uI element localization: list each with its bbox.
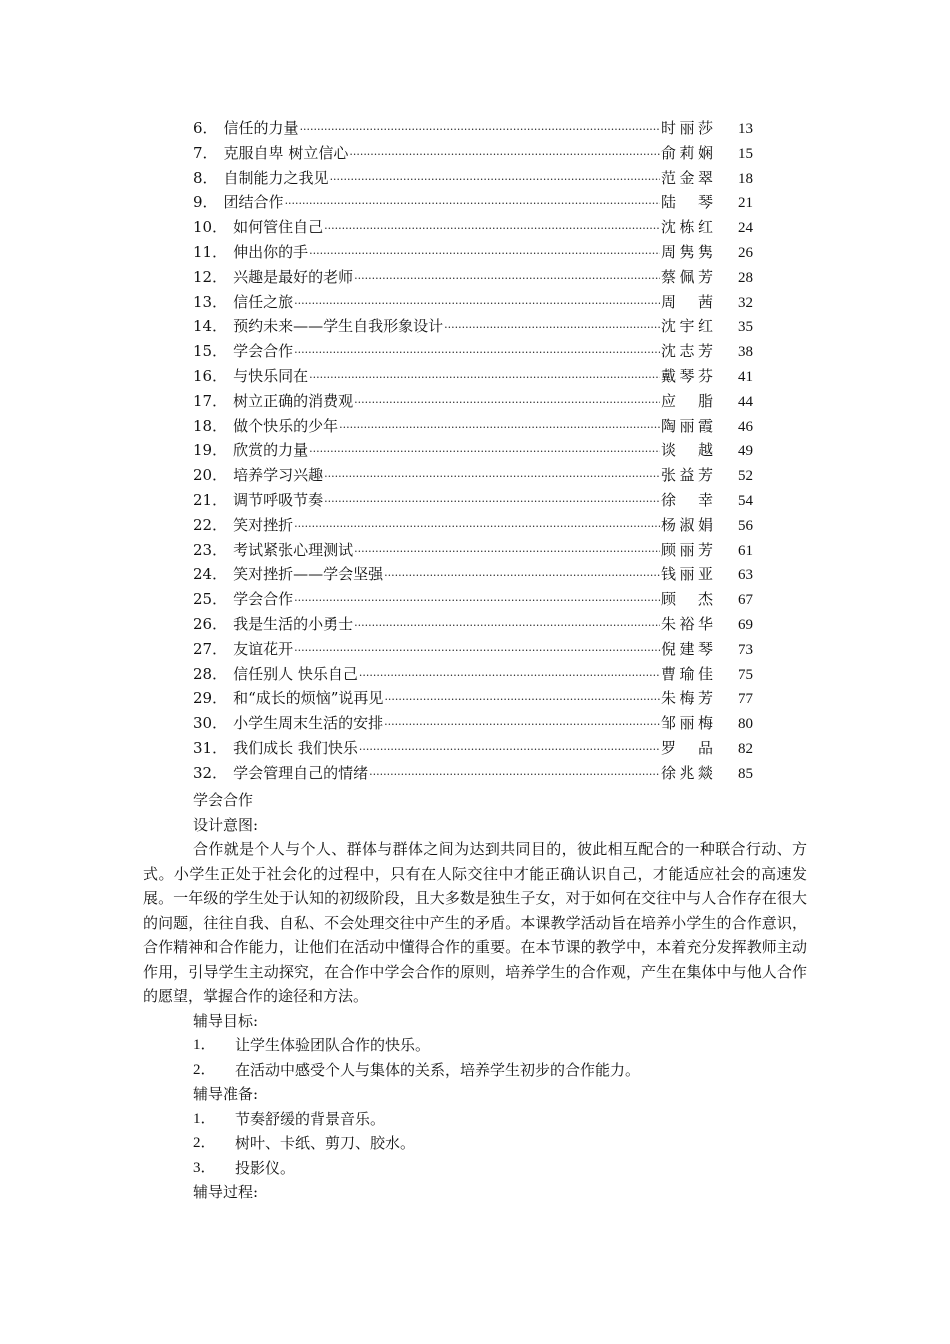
- toc-title: 学会管理自己的情绪: [233, 763, 369, 782]
- toc-number: 17．: [193, 391, 228, 410]
- goal-number: 1．: [193, 1037, 216, 1053]
- toc-title: 培养学习兴趣: [233, 466, 324, 485]
- toc-author: 周 茜: [661, 292, 713, 311]
- toc-author: 朱裕华: [661, 614, 713, 633]
- toc-row: [193, 612, 753, 637]
- toc-leader: [294, 292, 660, 317]
- prep-item: [143, 1131, 807, 1156]
- toc-page: 46: [738, 418, 753, 435]
- toc-leader: [359, 664, 660, 689]
- toc-number: 28．: [193, 664, 228, 683]
- toc-author: 曹瑜佳: [661, 664, 713, 683]
- toc-number: 32．: [193, 763, 228, 782]
- toc-number: 19．: [193, 441, 228, 460]
- toc-author: 沈志芳: [661, 342, 713, 361]
- toc-leader: [300, 118, 660, 143]
- toc-number: 23．: [193, 540, 228, 559]
- toc-row: [193, 116, 753, 141]
- toc-leader: [384, 564, 660, 589]
- toc-title: 信任之旅: [233, 292, 294, 311]
- toc-author: 朱梅芳: [661, 689, 713, 708]
- toc-leader: [294, 589, 660, 614]
- toc-row: [193, 538, 753, 563]
- toc-author: 倪建琴: [661, 639, 713, 658]
- goal-text: 在活动中感受个人与集体的关系，培养学生初步的合作能力。: [235, 1060, 641, 1079]
- toc-number: 13．: [193, 292, 228, 311]
- toc-title: 考试紧张心理测试: [233, 540, 354, 559]
- toc-page: 41: [738, 368, 753, 385]
- toc-number: 27．: [193, 639, 228, 658]
- toc-page: 13: [738, 121, 753, 137]
- goal-item: [143, 1058, 807, 1083]
- toc-author: 陆 琴: [661, 193, 713, 212]
- toc-number: 12．: [193, 267, 228, 286]
- goals-label: 辅导目标:: [193, 1011, 259, 1030]
- toc-page: 54: [738, 492, 753, 509]
- toc-title: 树立正确的消费观: [233, 391, 354, 410]
- toc-number: 29．: [193, 689, 228, 708]
- toc-title: 自制能力之我见: [223, 168, 329, 187]
- toc-title: 信任的力量: [223, 119, 299, 137]
- section-title: 学会合作: [193, 791, 254, 809]
- toc-author: 钱丽亚: [661, 565, 713, 584]
- toc-row: [193, 513, 753, 538]
- toc-title: 笑对挫折——学会坚强: [233, 565, 384, 584]
- toc-leader: [369, 763, 660, 788]
- toc-author: 应 脂: [661, 391, 713, 410]
- toc-row: [193, 414, 753, 439]
- toc-page: 77: [738, 691, 753, 708]
- toc-page: 61: [738, 542, 753, 559]
- toc-leader: [354, 267, 660, 292]
- toc-row: [193, 190, 753, 215]
- toc-row: [193, 265, 753, 290]
- toc-page: 82: [738, 740, 753, 757]
- toc-author: 沈宇红: [661, 317, 713, 336]
- toc-title: 信任别人 快乐自己: [233, 664, 358, 683]
- toc-number: 8．: [193, 168, 218, 187]
- toc-author: 蔡佩芳: [661, 267, 713, 286]
- toc-page: 18: [738, 170, 753, 187]
- toc-number: 9．: [193, 193, 218, 212]
- toc-leader: [330, 168, 660, 193]
- toc-title: 学会合作: [233, 342, 294, 361]
- toc-author: 顾丽芳: [661, 540, 713, 559]
- toc-author: 邹丽梅: [661, 714, 713, 733]
- toc-number: 15．: [193, 342, 228, 361]
- toc-page: 26: [738, 244, 753, 261]
- toc-number: 24．: [193, 565, 228, 584]
- toc-leader: [294, 515, 660, 540]
- toc-leader: [384, 688, 660, 713]
- toc-number: 30．: [193, 714, 228, 733]
- toc-number: 20．: [193, 466, 228, 485]
- toc-title: 友谊花开: [233, 639, 294, 658]
- toc-leader: [285, 192, 660, 217]
- toc-page: 24: [738, 220, 753, 237]
- toc-page: 21: [738, 195, 753, 212]
- toc-row: [193, 562, 753, 587]
- toc-page: 44: [738, 393, 753, 410]
- toc-leader: [354, 391, 660, 416]
- design-intent-paragraph: 合作就是个人与个人、群体与群体之间为达到共同目的，彼此相互配合的一种联合行动、方式。小学生正处于社会化的过程中，只有在人际交往中才能正确认识自己，才能适应社会的高速发展。一年级的学生处于认知的初级阶段，且大多数是独生子女，对于如何在交往中与人合作存在很大的问题，往往自我、自私、不会处理交往中产生的矛盾。本课教学活动旨在培养小学生的合作意识，合作精神和合作能力，让他们在活动中懂得合作的重要。在本节课的教学中，本着充分发挥教师主动作用，引导学生主动探究，在合作中学会合作的原则，培养学生的合作观，产生在集体中与他人合作的愿望，掌握合作的途径和方法。: [143, 840, 807, 1005]
- toc-row: [193, 637, 753, 662]
- preparation-label: 辅导准备:: [193, 1085, 259, 1103]
- toc-page: 67: [738, 592, 753, 609]
- toc-leader: [339, 416, 660, 441]
- toc-author: 徐 幸: [661, 490, 713, 509]
- toc-author: 罗 品: [661, 738, 713, 757]
- toc-title: 我是生活的小勇士: [233, 614, 354, 633]
- lesson-plan: [143, 788, 807, 1205]
- toc-title: 兴趣是最好的老师: [233, 267, 354, 286]
- toc-leader: [354, 540, 660, 565]
- toc-row: [193, 290, 753, 315]
- toc-author: 俞莉娴: [661, 143, 713, 162]
- toc-title: 与快乐同在: [233, 366, 309, 385]
- toc-title: 我们成长 我们快乐: [233, 738, 358, 757]
- table-of-contents: [193, 116, 753, 786]
- toc-row: [193, 662, 753, 687]
- goal-item: [143, 1033, 807, 1058]
- toc-number: 6．: [193, 119, 218, 137]
- toc-title: 学会合作: [233, 590, 294, 609]
- toc-page: 15: [738, 145, 753, 162]
- toc-title: 欣赏的力量: [233, 441, 309, 460]
- toc-author: 徐兆燚: [661, 763, 713, 782]
- toc-leader: [309, 242, 660, 267]
- prep-item: [143, 1107, 807, 1132]
- toc-leader: [444, 316, 660, 341]
- toc-number: 26．: [193, 614, 228, 633]
- toc-page: 73: [738, 641, 753, 658]
- toc-row: [193, 389, 753, 414]
- toc-number: 21．: [193, 490, 228, 509]
- toc-row: [193, 141, 753, 166]
- toc-row: [193, 215, 753, 240]
- toc-row: [193, 314, 753, 339]
- toc-title: 团结合作: [223, 193, 284, 212]
- toc-row: [193, 711, 753, 736]
- toc-leader: [294, 341, 660, 366]
- toc-author: 张益芳: [661, 466, 713, 485]
- toc-page: 80: [738, 716, 753, 733]
- toc-leader: [324, 465, 660, 490]
- toc-page: 32: [738, 294, 753, 311]
- toc-number: 31．: [193, 738, 228, 757]
- toc-author: 顾 杰: [661, 590, 713, 609]
- toc-row: [193, 736, 753, 761]
- toc-page: 75: [738, 666, 753, 683]
- toc-page: 35: [738, 319, 753, 336]
- toc-number: 18．: [193, 416, 228, 435]
- toc-row: [193, 761, 753, 786]
- toc-row: [193, 240, 753, 265]
- toc-page: 85: [738, 765, 753, 782]
- toc-number: 14．: [193, 317, 228, 336]
- toc-page: 69: [738, 616, 753, 633]
- toc-title: 预约未来——学生自我形象设计: [233, 317, 444, 336]
- toc-row: [193, 438, 753, 463]
- prep-item: [143, 1156, 807, 1181]
- toc-number: 7．: [193, 143, 218, 162]
- toc-row: [193, 488, 753, 513]
- prep-number: 1．: [193, 1110, 216, 1127]
- toc-title: 调节呼吸节奏: [233, 490, 324, 509]
- toc-page: 52: [738, 468, 753, 485]
- process-label: 辅导过程:: [193, 1183, 259, 1201]
- toc-title: 伸出你的手: [233, 242, 309, 261]
- toc-leader: [324, 217, 660, 242]
- toc-page: 28: [738, 269, 753, 286]
- toc-title: 如何管住自己: [233, 218, 324, 237]
- prep-text: 投影仪。: [235, 1158, 296, 1177]
- toc-title: 做个快乐的少年: [233, 416, 339, 435]
- toc-title: 笑对挫折: [233, 515, 294, 534]
- toc-number: 25．: [193, 590, 228, 609]
- toc-author: 范金翠: [661, 168, 713, 187]
- toc-title: 和“成长的烦恼”说再见: [233, 689, 384, 708]
- toc-row: [193, 463, 753, 488]
- toc-leader: [309, 440, 660, 465]
- toc-row: [193, 339, 753, 364]
- toc-number: 22．: [193, 515, 228, 534]
- toc-leader: [349, 143, 660, 168]
- toc-leader: [359, 738, 660, 763]
- toc-number: 16．: [193, 366, 228, 385]
- prep-number: 3．: [193, 1159, 216, 1176]
- toc-page: 63: [738, 567, 753, 584]
- goal-number: 2．: [193, 1061, 216, 1078]
- prep-text: 树叶、卡纸、剪刀、胶水。: [235, 1134, 416, 1152]
- toc-author: 沈栋红: [661, 218, 713, 237]
- toc-leader: [384, 713, 660, 738]
- toc-author: 谈 越: [661, 441, 713, 460]
- toc-row: [193, 166, 753, 191]
- design-intent-label: 设计意图:: [193, 815, 259, 834]
- toc-leader: [324, 490, 660, 515]
- toc-leader: [294, 639, 660, 664]
- toc-title: 小学生周末生活的安排: [233, 714, 384, 733]
- toc-page: 49: [738, 443, 753, 460]
- toc-number: 10．: [193, 218, 228, 237]
- toc-row: [193, 686, 753, 711]
- toc-row: [193, 587, 753, 612]
- toc-author: 陶丽霞: [661, 416, 713, 435]
- goal-text: 让学生体验团队合作的快乐。: [235, 1036, 431, 1054]
- toc-title: 克服自卑 树立信心: [223, 143, 349, 162]
- toc-page: 38: [738, 344, 753, 361]
- toc-author: 周隽隽: [661, 242, 713, 261]
- toc-author: 杨淑娟: [661, 515, 713, 534]
- toc-row: [193, 364, 753, 389]
- toc-number: 11．: [193, 242, 228, 261]
- prep-number: 2．: [193, 1135, 216, 1151]
- prep-text: 节奏舒缓的背景音乐。: [235, 1109, 386, 1128]
- toc-author: 戴琴芬: [661, 366, 713, 385]
- toc-leader: [354, 614, 660, 639]
- toc-leader: [309, 366, 660, 391]
- toc-page: 56: [738, 517, 753, 534]
- toc-author: 时丽莎: [661, 119, 713, 137]
